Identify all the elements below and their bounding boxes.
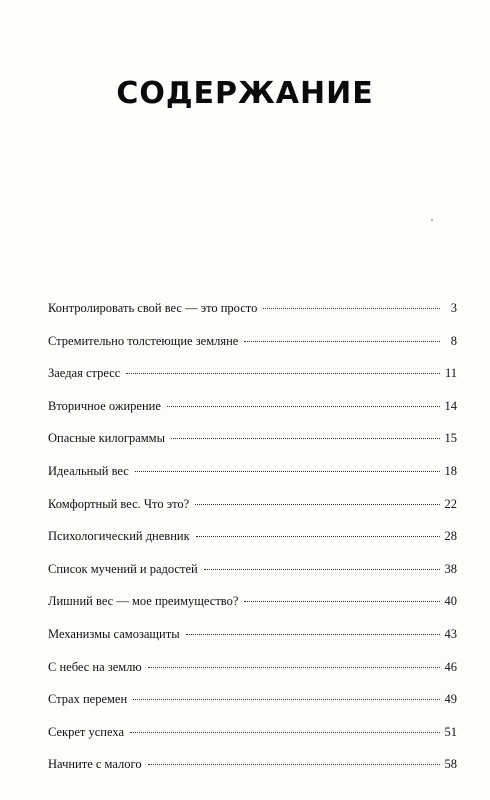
toc-entry xyxy=(48,366,457,399)
toc-entry-title: Механизмы самозащиты xyxy=(48,626,180,641)
toc-entry xyxy=(48,757,457,790)
toc-entry-title: Секрет успеха xyxy=(48,724,125,739)
toc-entry-title: Психологический дневник xyxy=(48,529,190,544)
toc-entry-title: Заедая стресс xyxy=(48,366,121,381)
toc-entry xyxy=(48,529,457,562)
toc-entry-title: Стремительно толстеющие земляне xyxy=(48,333,239,348)
toc-entry-page: 15 xyxy=(444,431,457,446)
toc-leader-dots xyxy=(263,308,440,309)
toc-leader-dots xyxy=(148,667,440,668)
toc-entry xyxy=(48,497,457,530)
toc-entry-title: Страх перемен xyxy=(48,692,128,707)
toc-entry xyxy=(48,594,457,627)
toc-leader-dots xyxy=(133,699,440,700)
toc-entry-page: 22 xyxy=(444,496,457,511)
toc-entry-title: Лишний вес — мое преимущество? xyxy=(48,594,239,609)
toc-leader-dots xyxy=(171,438,440,439)
toc-entry-title: С небес на землю xyxy=(48,659,142,674)
toc-leader-dots xyxy=(126,373,440,374)
toc-entry xyxy=(48,660,457,693)
toc-entry-page: 46 xyxy=(444,659,457,674)
toc-leader-dots xyxy=(167,406,440,407)
toc-entry-page: 40 xyxy=(444,594,457,609)
toc-entry xyxy=(48,301,457,334)
toc-leader-dots xyxy=(204,569,440,570)
toc-entry-title: Идеальный вес xyxy=(48,463,129,478)
toc-leader-dots xyxy=(195,504,440,505)
toc-entry-page: 11 xyxy=(444,366,457,381)
toc-entry-page: 49 xyxy=(444,692,457,707)
toc-entry xyxy=(48,692,457,725)
toc-entry-page: 58 xyxy=(444,757,457,772)
toc-entry xyxy=(48,627,457,660)
toc-leader-dots xyxy=(130,732,440,733)
toc-entry xyxy=(48,464,457,497)
toc-entry-page: 3 xyxy=(450,301,457,315)
toc-leader-dots xyxy=(148,764,440,765)
toc-entry-page: 51 xyxy=(444,724,457,739)
toc-entry-page: 14 xyxy=(444,398,457,413)
toc-leader-dots xyxy=(186,634,440,635)
toc-entry-title: Список мучений и радостей xyxy=(48,561,198,576)
toc-leader-dots xyxy=(135,471,440,472)
toc-entry-page: 18 xyxy=(444,463,457,478)
toc-entry-title: Комфортный вес. Что это? xyxy=(48,496,190,511)
toc-entry xyxy=(48,399,457,432)
toc-entry-title: Начните с малого xyxy=(48,757,142,772)
toc-entry-page: 28 xyxy=(444,529,457,544)
scan-speck xyxy=(431,219,433,221)
toc-entry xyxy=(48,725,457,758)
toc-entry xyxy=(48,431,457,464)
table-of-contents xyxy=(48,301,457,790)
toc-entry-title: Опасные килограммы xyxy=(48,431,165,446)
page-title: СОДЕРЖАНИЕ xyxy=(116,76,374,111)
toc-entry-title: Вторичное ожирение xyxy=(48,398,161,413)
toc-leader-dots xyxy=(244,601,440,602)
toc-entry-title: Контролировать свой вес — это просто xyxy=(48,301,258,315)
toc-entry-page: 8 xyxy=(450,333,457,348)
toc-entry xyxy=(48,562,457,595)
toc-entry xyxy=(48,334,457,367)
toc-leader-dots xyxy=(196,536,440,537)
toc-entry-page: 38 xyxy=(444,561,457,576)
toc-leader-dots xyxy=(244,341,440,342)
toc-entry-page: 43 xyxy=(444,626,457,641)
